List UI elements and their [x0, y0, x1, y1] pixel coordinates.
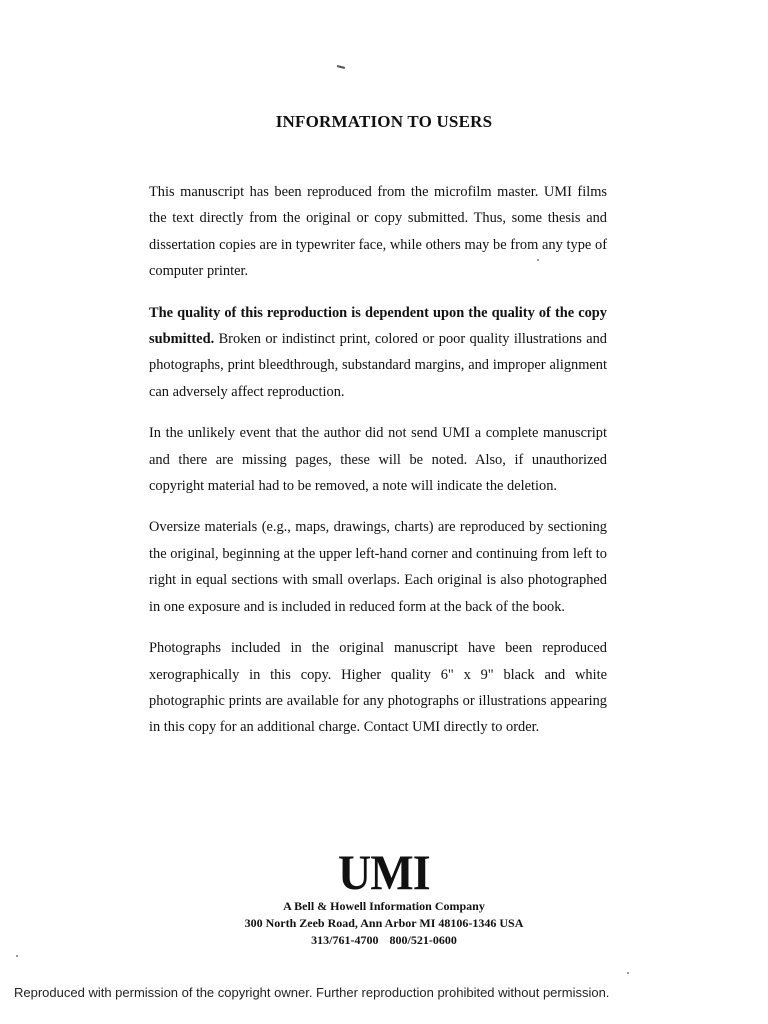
company-phones: 313/761-4700 800/521-0600 — [311, 933, 457, 947]
company-name: A Bell & Howell Information Company — [283, 899, 485, 913]
paragraph-oversize — [149, 514, 607, 620]
scan-speck — [627, 972, 629, 974]
paragraph-missing-pages — [149, 420, 607, 499]
umi-logo: UMI — [338, 844, 430, 900]
copyright-footer: Reproduced with permission of the copyright owner. Further reproduction prohibited without permission. — [14, 985, 610, 1000]
paragraph-microfilm — [149, 179, 607, 285]
paragraph-bold-lead: The quality of this reproduction is dependent upon the quality of the copy submitted. — [149, 304, 607, 348]
paragraph-text: Oversize materials (e.g., maps, drawings, charts) are reproduced by sectioning the original, beginning at the upper left-hand corner and continuing from left to right in equal sections with small overlaps. Each original is also photographed in one exposure and is included in reduced form at the back of the book. — [149, 519, 607, 615]
publisher-block — [0, 846, 768, 949]
paragraph-text: In the unlikely event that the author did not send UMI a complete manuscript and there are missing pages, these will be noted. Also, if unauthorized copyright material had to be removed, a note will indicate the deletion. — [149, 425, 607, 495]
scan-mark — [337, 65, 345, 69]
page-title: INFORMATION TO USERS — [275, 112, 493, 131]
paragraph-text: Broken or indistinct print, colored or poor quality illustrations and photographs, print bleedthrough, substandard margins, and improper alignment can adversely affect reproduction. — [149, 331, 607, 400]
paragraph-photographs — [149, 635, 607, 741]
paragraph-text: Photographs included in the original manuscript have been reproduced xerographically in this copy. Higher quality 6" x 9" black and white photographic prints are available for any photographs or illustrations appearing in this copy for an additional charge. Contact UMI directly to order. — [149, 640, 607, 736]
company-address: 300 North Zeeb Road, Ann Arbor MI 48106-1346 USA — [244, 916, 524, 930]
scan-speck — [537, 259, 539, 261]
paragraph-quality — [149, 300, 607, 406]
body-text — [149, 179, 607, 756]
scan-speck — [16, 955, 18, 957]
paragraph-text: This manuscript has been reproduced from the microfilm master. UMI films the text directly from the original or copy submitted. Thus, some thesis and dissertation copies are in typewriter face, while others may be from any type of computer printer. — [149, 184, 607, 280]
